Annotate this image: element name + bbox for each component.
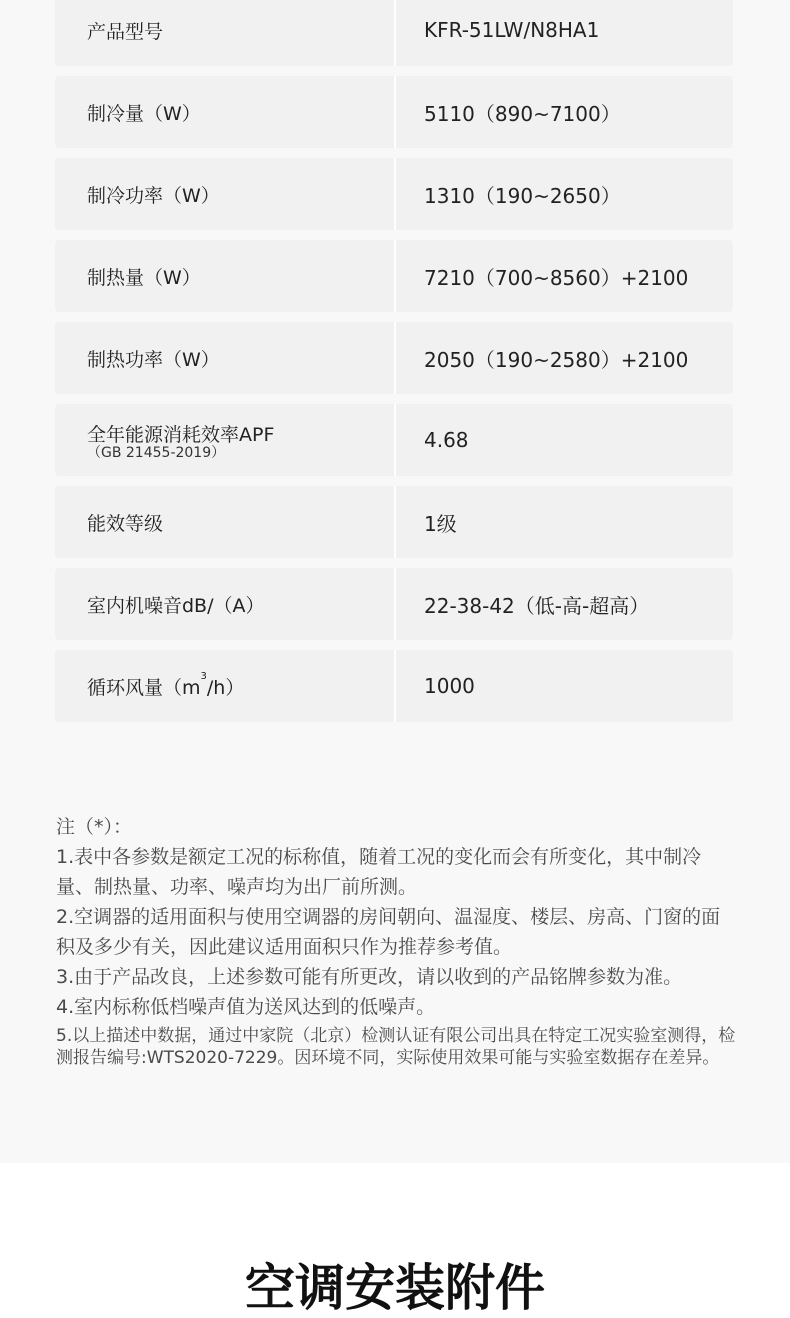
spec-label (87, 650, 387, 722)
spec-label (87, 404, 387, 476)
spec-label (87, 76, 387, 148)
spec-label (87, 568, 387, 640)
note-item: 4.室内标称低档噪声值为送风达到的低噪声。 (56, 996, 436, 1018)
note-item: 3.由于产品改良，上述参数可能有所更改，请以收到的产品铭牌参数为准。 (56, 966, 683, 988)
spec-value: 22-38-42（低-高-超高） (424, 593, 650, 618)
spec-label (87, 158, 387, 230)
label-suffix: /h） (206, 676, 245, 699)
row-divider (394, 568, 396, 640)
row-divider (394, 76, 396, 148)
section-heading: 空调安装附件 (245, 1259, 545, 1317)
spec-label (87, 486, 387, 558)
spec-value: 7210（700~8560）+2100 (424, 265, 689, 290)
spec-row-cooling-power (55, 158, 733, 230)
notes-block (56, 812, 736, 1069)
spec-label-sub: （GB 21455-2019） (87, 444, 226, 461)
spec-value: 4.68 (424, 428, 469, 452)
spec-value: 5110（890~7100） (424, 101, 621, 126)
row-divider (394, 322, 396, 394)
spec-label (87, 0, 387, 66)
spec-label (87, 240, 387, 312)
spec-row-noise (55, 568, 733, 640)
spec-label-text: 全年能源消耗效率APF (87, 423, 275, 446)
row-divider (394, 158, 396, 230)
spec-label-text: 能效等级 (87, 512, 164, 535)
spec-row-heating-power (55, 322, 733, 394)
note-item: 2.空调器的适用面积与使用空调器的房间朝向、温湿度、楼层、房高、门窗的面积及多少有关，因此建议适用面积只作为推荐参考值。 (56, 906, 721, 958)
spec-value: KFR-51LW/N8HA1 (424, 18, 600, 42)
note-item: 1.表中各参数是额定工况的标称值，随着工况的变化而会有所变化，其中制冷量、制热量、功率、噪声均为出厂前所测。 (56, 846, 702, 898)
row-divider (394, 0, 396, 66)
spec-label-text (87, 670, 387, 700)
label-prefix: 循环风量（m (87, 676, 201, 699)
spec-label-text: 产品型号 (87, 20, 164, 43)
notes-title: 注（*）： (56, 816, 133, 838)
row-divider (394, 404, 396, 476)
spec-label (87, 322, 387, 394)
row-divider (394, 650, 396, 722)
note-item-disclaimer: 5.以上描述中数据，通过中家院（北京）检测认证有限公司出具在特定工况实验室测得，检测报告编号:WTS2020-7229。因环境不同，实际使用效果可能与实验室数据存在差异。 (56, 1026, 736, 1068)
spec-label-text: 制热功率（W） (87, 348, 220, 371)
spec-row-energy-grade (55, 486, 733, 558)
label-superscript: 3 (200, 670, 207, 682)
row-divider (394, 240, 396, 312)
spec-row-apf (55, 404, 733, 476)
spec-label-text: 制热量（W） (87, 266, 201, 289)
spec-row-airflow (55, 650, 733, 722)
spec-value: 1310（190~2650） (424, 183, 621, 208)
spec-row-cooling-capacity (55, 76, 733, 148)
spec-value: 1级 (424, 511, 457, 536)
spec-value: 2050（190~2580）+2100 (424, 347, 689, 372)
spec-label-text: 室内机噪音dB/（A） (87, 594, 265, 617)
row-divider (394, 486, 396, 558)
spec-label-text: 制冷功率（W） (87, 184, 220, 207)
spec-row-heating-capacity (55, 240, 733, 312)
spec-label-text: 制冷量（W） (87, 102, 201, 125)
spec-row-model (55, 0, 733, 66)
spec-value: 1000 (424, 674, 475, 698)
